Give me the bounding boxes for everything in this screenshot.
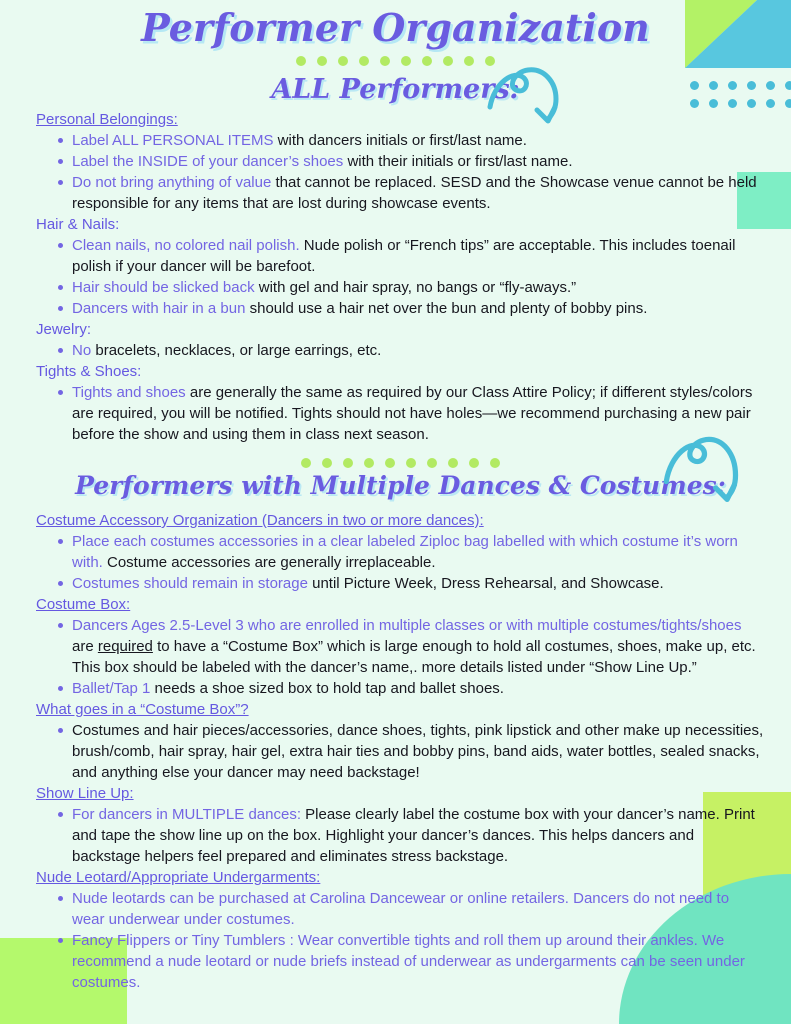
bullet-list — [36, 382, 765, 445]
green-dots-divider — [36, 458, 765, 468]
body-content — [0, 106, 791, 993]
bullet-list — [36, 615, 765, 699]
list-item: Place each costumes accessories in a clear labeled Ziploc bag labelled with which costume it’s worn with. Costume accessories are generally irreplaceable. — [58, 531, 765, 573]
bullet-list — [36, 804, 765, 867]
bullet-list — [36, 235, 765, 319]
list-item: Dancers Ages 2.5-Level 3 who are enrolled in multiple classes or with multiple costumes/tights/shoes are required to have a “Costume Box” which is large enough to hold all costumes, shoes, make up, etc. This box should be labeled with the dancer’s name,. more details listed under “Show Line Up.” — [58, 615, 765, 678]
section-heading-show-line-up: Show Line Up: — [36, 785, 134, 802]
page-title: Performer Organization — [141, 5, 650, 50]
list-item: Fancy Flippers or Tiny Tumblers : Wear convertible tights and roll them up around their ankles. We recommend a nude leotard or nude briefs instead of underwear as undergarments can be seen under costumes. — [58, 930, 765, 993]
list-item: Costumes and hair pieces/accessories, dance shoes, tights, pink lipstick and other make up necessities, brush/comb, hair spray, hair gel, extra hair ties and bobby pins, band aids, water bottles, sealed snacks, and anything else your dancer may need backstage! — [58, 720, 765, 783]
list-item: Clean nails, no colored nail polish. Nude polish or “French tips” are acceptable. This includes toenail polish if your dancer will be barefoot. — [58, 235, 765, 277]
section-heading-personal-belongings: Personal Belongings: — [36, 111, 178, 128]
all-performers-heading: ALL Performers: — [271, 74, 520, 105]
list-item: For dancers in MULTIPLE dances: Please clearly label the costume box with your dancer’s name. Print and tape the show line up on the box. Highlight your dancer’s dances. This helps dancers and backstage helpers feel prepared and eliminates stress backstage. — [58, 804, 765, 867]
bullet-list — [36, 340, 765, 361]
list-item: Label ALL PERSONAL ITEMS with dancers initials or first/last name. — [58, 130, 765, 151]
section-heading-what-goes-in: What goes in a “Costume Box”? — [36, 701, 249, 718]
section-heading-nude-leotard: Nude Leotard/Appropriate Undergarments: — [36, 869, 321, 886]
list-item: No bracelets, necklaces, or large earrings, etc. — [58, 340, 765, 361]
list-item: Costumes should remain in storage until Picture Week, Dress Rehearsal, and Showcase. — [58, 573, 765, 594]
list-item: Ballet/Tap 1 needs a shoe sized box to hold tap and ballet shoes. — [58, 678, 765, 699]
bullet-list — [36, 720, 765, 783]
list-item: Dancers with hair in a bun should use a hair net over the bun and plenty of bobby pins. — [58, 298, 765, 319]
curly-arrow-icon — [660, 433, 746, 507]
section-heading-jewelry: Jewelry: — [36, 321, 92, 338]
list-item: Tights and shoes are generally the same as required by our Class Attire Policy; if different styles/colors are required, you will be notified. Tights should not have holes—we recommend purchasing a new pair before the show and using them in class next season. — [58, 382, 765, 445]
curly-arrow-icon — [484, 63, 566, 127]
green-dots-divider — [0, 56, 791, 66]
section-heading-costume-box: Costume Box: — [36, 596, 131, 613]
section-heading-hair-nails: Hair & Nails: — [36, 216, 120, 233]
list-item: Hair should be slicked back with gel and hair spray, no bangs or “fly-aways.” — [58, 277, 765, 298]
bullet-list — [36, 130, 765, 214]
section-heading-costume-accessory: Costume Accessory Organization (Dancers in two or more dances): — [36, 512, 484, 529]
list-item: Label the INSIDE of your dancer’s shoes with their initials or first/last name. — [58, 151, 765, 172]
list-item: Nude leotards can be purchased at Carolina Dancewear or online retailers. Dancers do not need to wear underwear under costumes. — [58, 888, 765, 930]
bullet-list — [36, 531, 765, 594]
bullet-list — [36, 888, 765, 993]
section-heading-tights-shoes: Tights & Shoes: — [36, 363, 142, 380]
multiple-dances-heading: Performers with Multiple Dances & Costumes: — [75, 471, 726, 500]
list-item: Do not bring anything of value that cannot be replaced. SESD and the Showcase venue cannot be held responsible for any items that are lost during showcase events. — [58, 172, 765, 214]
